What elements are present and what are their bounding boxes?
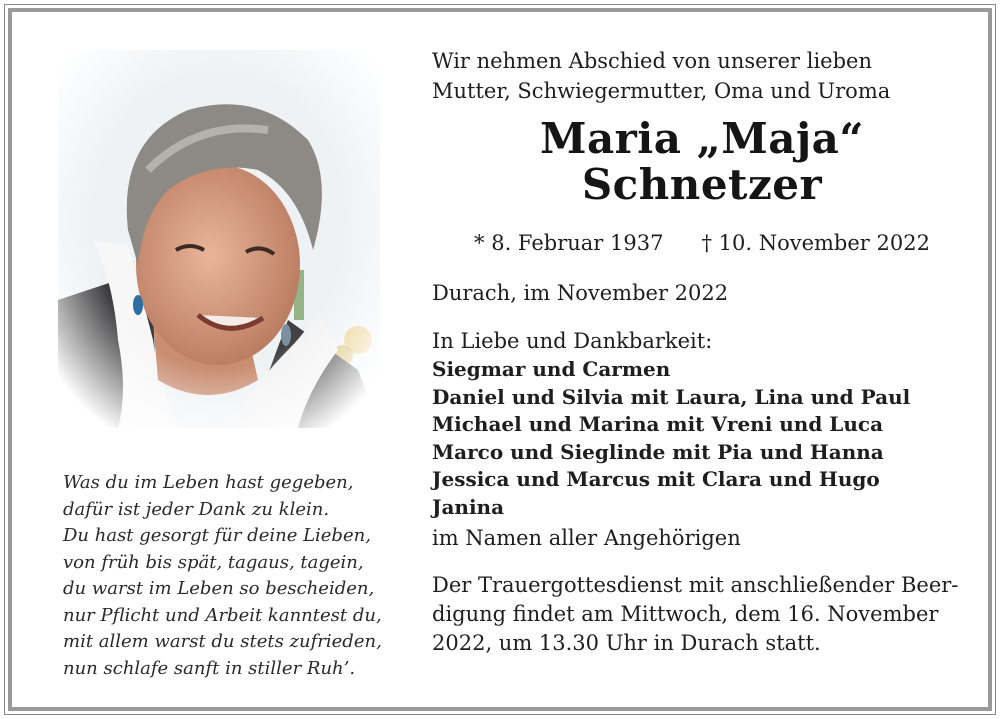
life-dates: [432, 228, 972, 258]
family-line: Marco und Sieglinde mit Pia und Hanna: [432, 439, 884, 464]
notice-text: [432, 46, 972, 658]
mourners: [432, 326, 972, 553]
intro: [432, 46, 972, 106]
family-line: Michael und Marina mit Vreni und Luca: [432, 412, 884, 436]
closing-line: im Namen aller Angehörigen: [432, 526, 741, 550]
family-line: Siegmar und Carmen: [432, 357, 671, 381]
poem: [63, 470, 393, 682]
family-list: [432, 356, 972, 521]
portrait-photo: [58, 50, 380, 428]
service-line: Der Trauergottesdienst mit anschließender Beer-: [432, 573, 959, 597]
poem-line: nur Pflicht und Arbeit kanntest du,: [63, 604, 382, 626]
name-line: Schnetzer: [581, 160, 823, 209]
thanks-label: In Liebe und Dankbarkeit:: [432, 329, 713, 353]
family-line: Jessica und Marcus mit Clara und Hugo: [432, 467, 880, 491]
intro-line: Wir nehmen Abschied von unserer lieben: [432, 49, 872, 73]
service-line: 2022, um 13.30 Uhr in Durach statt.: [432, 631, 821, 655]
death-date: † 10. November 2022: [701, 231, 930, 255]
poem-line: von früh bis spät, tagaus, tagein,: [63, 551, 364, 573]
service-info: [432, 571, 972, 658]
service-line: digung findet am Mittwoch, dem 16. November: [432, 602, 939, 626]
poem-line: nun schlafe sanft in stiller Ruh’.: [63, 657, 356, 679]
poem-line: mit allem warst du stets zufrieden,: [63, 631, 382, 652]
poem-line: Was du im Leben hast gegeben,: [63, 472, 354, 493]
poem-line: dafür ist jeder Dank zu klein.: [63, 498, 330, 520]
family-line: Janina: [432, 494, 505, 519]
place-date: Durach, im November 2022: [432, 281, 729, 305]
deceased-name: [432, 116, 972, 208]
poem-line: Du hast gesorgt für deine Lieben,: [63, 525, 371, 546]
birth-date: * 8. Februar 1937: [474, 231, 664, 255]
poem-line: du warst im Leben so bescheiden,: [63, 578, 375, 599]
intro-line: Mutter, Schwiegermutter, Oma und Uroma: [432, 79, 891, 103]
family-line: Daniel und Silvia mit Laura, Lina und Paul: [432, 384, 911, 409]
name-line: Maria „Maja“: [539, 114, 865, 163]
